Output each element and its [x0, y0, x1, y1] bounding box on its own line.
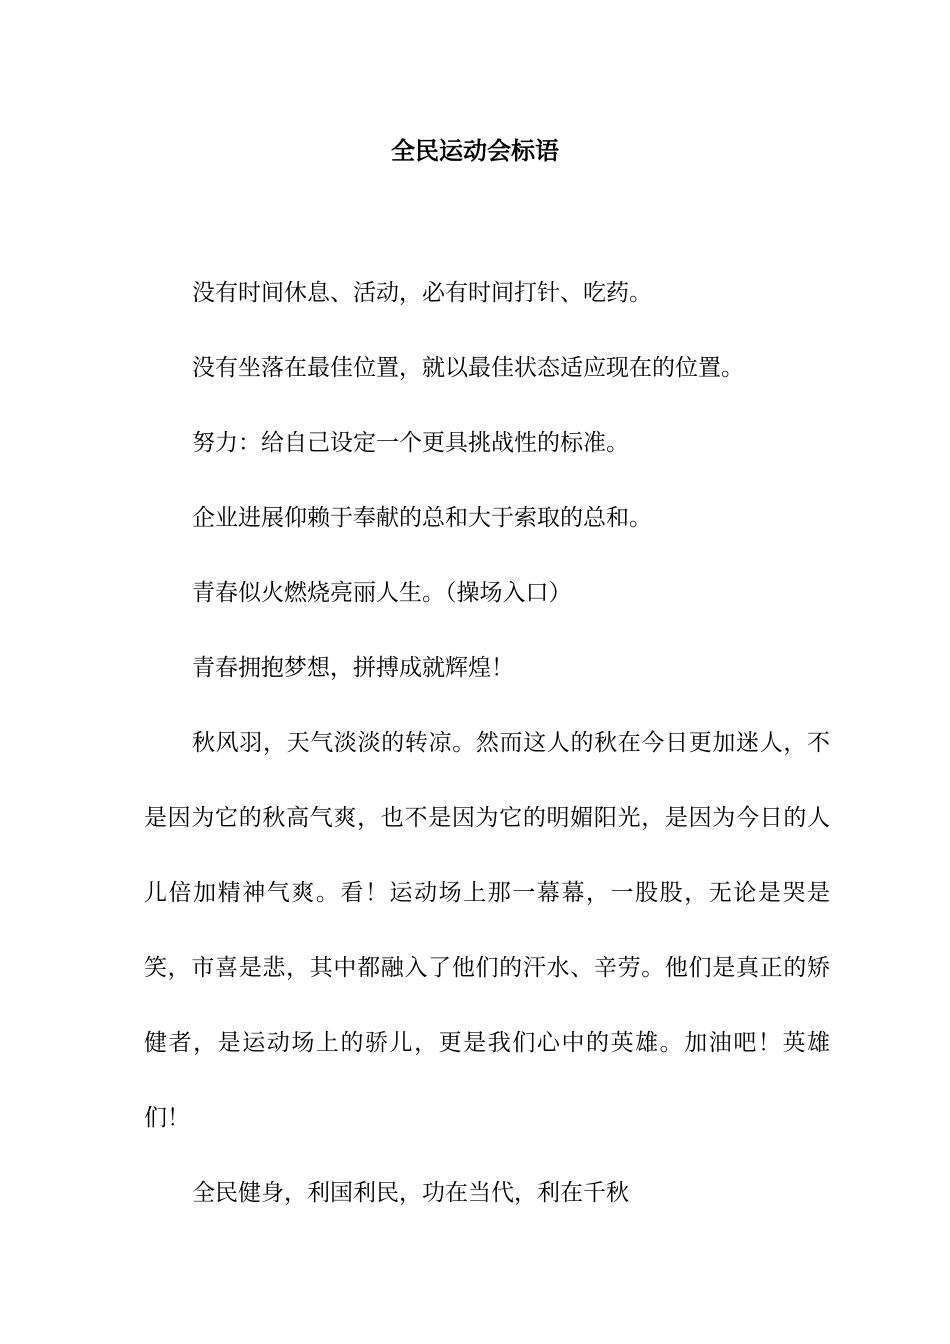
paragraph-1: 没有时间休息、活动，必有时间打针、吃药。	[192, 280, 652, 306]
paragraph-2: 没有坐落在最佳位置，就以最佳状态适应现在的位置。	[192, 355, 744, 381]
paragraph-7: 秋风羽，天气淡淡的转凉。然而这人的秋在今日更加迷人，不是因为它的秋高气爽，也不是因为它的明媚阳光，是因为今日的人儿倍加精神气爽。看！运动场上那一幕幕，一股股，无论是哭是笑，市喜是悲，其中都融入了他们的汗水、辛劳。他们是真正的矫健者，是运动场上的骄儿，更是我们心中的英雄。加油吧！英雄们！	[144, 730, 830, 1131]
document-title: 全民运动会标语	[391, 137, 559, 165]
paragraph-6: 青春拥抱梦想，拼搏成就辉煌！	[192, 655, 514, 681]
paragraph-3: 努力：给自己设定一个更具挑战性的标准。	[192, 430, 629, 456]
paragraph-8: 全民健身，利国利民，功在当代，利在千秋	[192, 1180, 629, 1206]
paragraph-4: 企业进展仰赖于奉献的总和大于索取的总和。	[192, 505, 652, 531]
document-body	[144, 256, 830, 1231]
paragraph-5: 青春似火燃烧亮丽人生。（操场入口）	[192, 580, 572, 606]
